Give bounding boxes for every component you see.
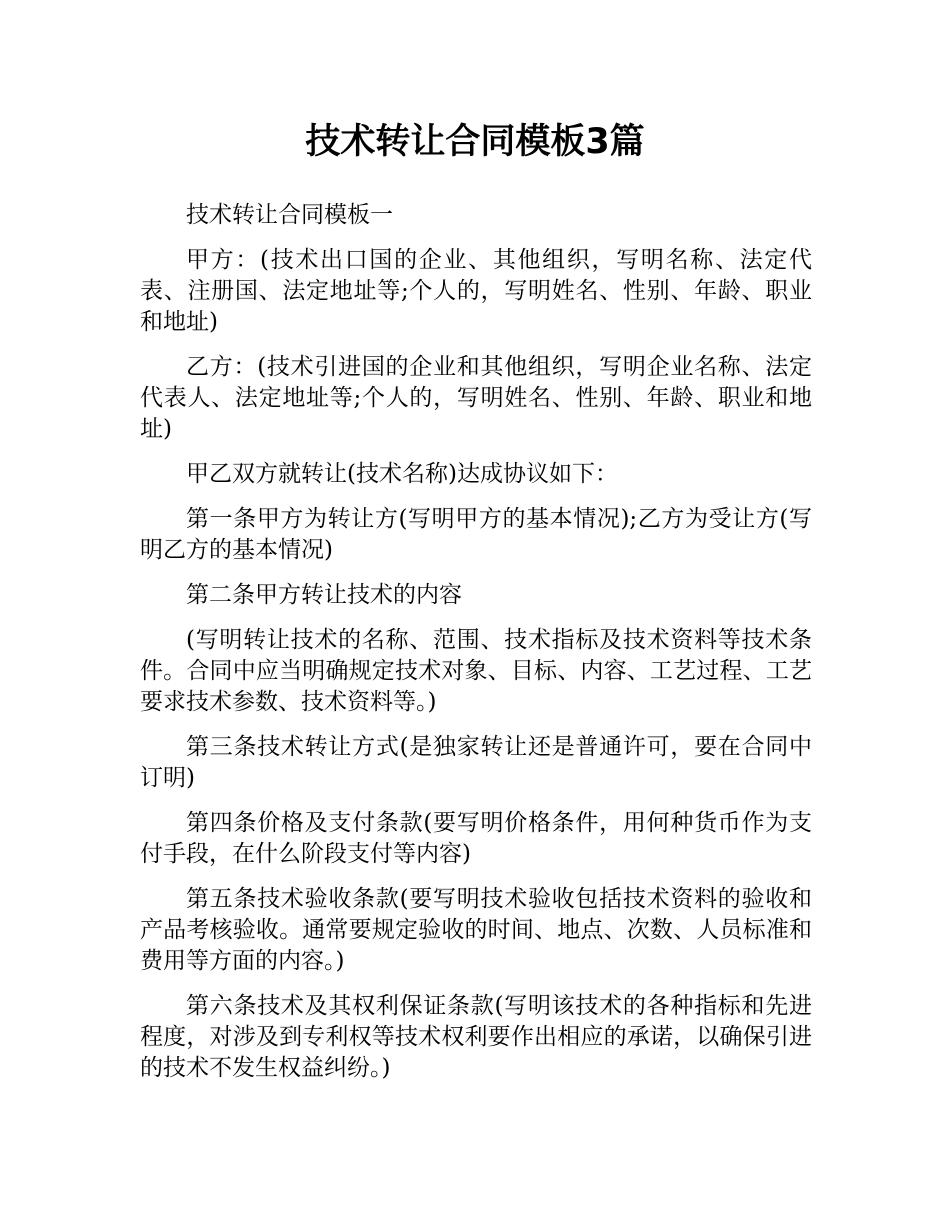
paragraph-article-1: 第一条甲方为转让方(写明甲方的基本情况);乙方为受让方(写明乙方的基本情况) (140, 506, 812, 563)
paragraph-article-3: 第三条技术转让方式(是独家转让还是普通许可，要在合同中订明) (140, 734, 812, 791)
document-body (140, 200, 812, 1098)
paragraph-article-2-detail: (写明转让技术的名称、范围、技术指标及技术资料等技术条件。合同中应当明确规定技术对象、目标、内容、工艺过程、工艺要求技术参数、技术资料等。) (140, 627, 812, 715)
paragraph-article-4: 第四条价格及支付条款(要写明价格条件，用何种货币作为支付手段，在什么阶段支付等内容) (140, 810, 812, 867)
paragraph-party-a: 甲方：(技术出口国的企业、其他组织，写明名称、法定代表、注册国、法定地址等;个人的，写明姓名、性别、年龄、职业和地址) (140, 247, 812, 335)
paragraph-article-5: 第五条技术验收条款(要写明技术验收包括技术资料的验收和产品考核验收。通常要规定验收的时间、地点、次数、人员标准和费用等方面的内容。) (140, 886, 812, 974)
paragraph-article-2: 第二条甲方转让技术的内容 (186, 582, 462, 608)
paragraph-agreement-intro: 甲乙双方就转让(技术名称)达成协议如下： (186, 461, 618, 487)
paragraph-article-6: 第六条技术及其权利保证条款(写明该技术的各种指标和先进程度，对涉及到专利权等技术权利要作出相应的承诺，以确保引进的技术不发生权益纠纷。) (140, 993, 812, 1081)
document-title: 技术转让合同模板3篇 (305, 122, 645, 162)
paragraph-party-b: 乙方：(技术引进国的企业和其他组织，写明企业名称、法定代表人、法定地址等;个人的，写明姓名、性别、年龄、职业和地址) (140, 354, 812, 442)
paragraph-template-heading: 技术转让合同模板一 (186, 202, 393, 228)
